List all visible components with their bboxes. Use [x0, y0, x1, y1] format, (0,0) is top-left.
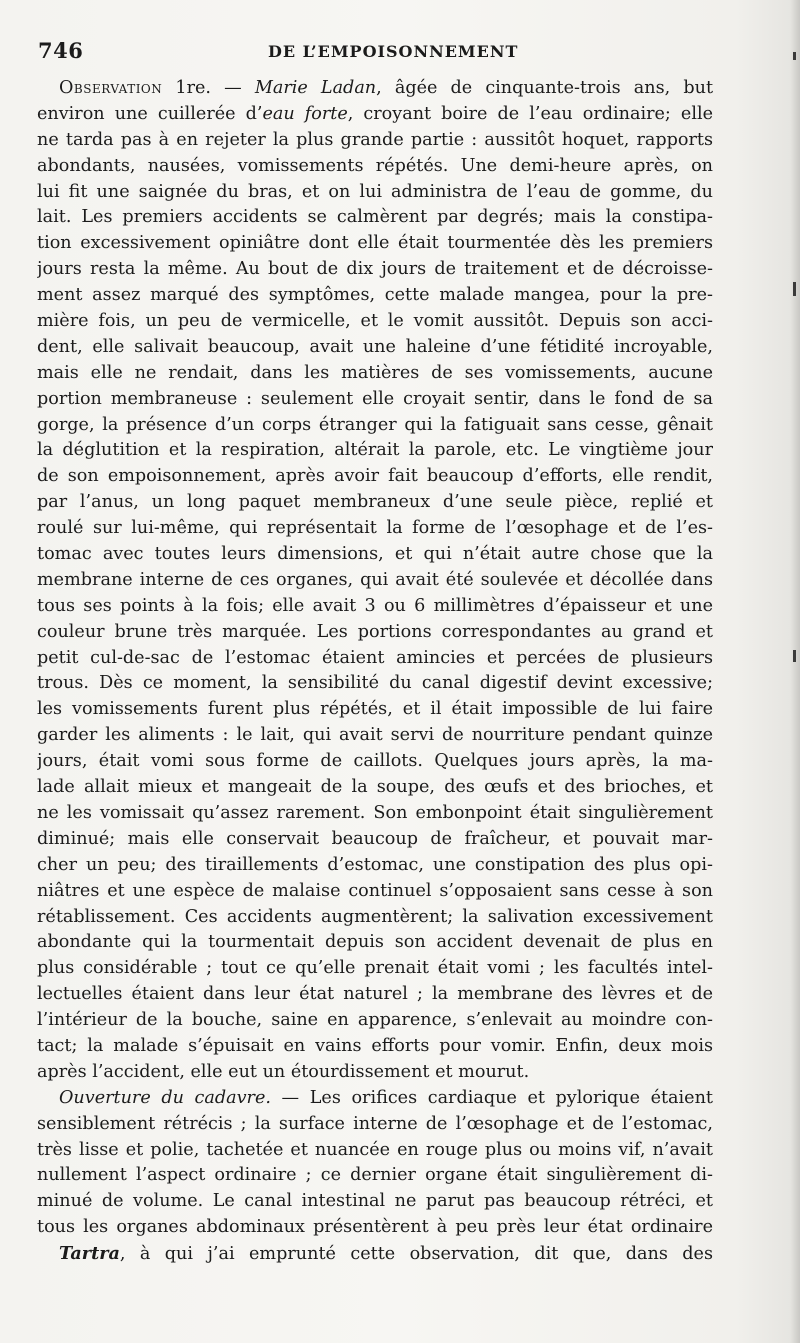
observation-line1-text: , âgée de cinquante-trois ans, but — [376, 78, 713, 98]
text-line: diminué; mais elle conservait beaucoup de fraîcheur, et pouvait mar- — [37, 828, 713, 849]
observation-subject: Marie Ladan — [254, 78, 377, 98]
text-line: couleur brune très marquée. Les portions correspondantes au grand et — [37, 621, 713, 642]
text-line: les vomissements furent plus répétés, et il était impossible de lui faire — [37, 699, 713, 720]
text-line: l’intérieur de la bouche, saine en apparence, s’enlevait au moindre con- — [37, 1010, 713, 1031]
closing-text: , à qui j’ai emprunté cette observation, dit que, dans des — [119, 1244, 713, 1265]
observation-number: 1re — [175, 78, 206, 98]
text-line: abondants, nausées, vomissements répétés. Une demi-heure après, on — [37, 155, 713, 176]
text-line: niâtres et une espèce de malaise continuel s’opposaient sans cesse à son — [37, 880, 713, 901]
autopsy-heading: Ouverture du cadavre. — [59, 1087, 271, 1108]
text-line: nullement l’aspect ordinaire ; ce dernier organe était singulièrement di- — [37, 1165, 713, 1186]
body-text — [37, 76, 713, 1267]
text-line: garder les aliments : le lait, qui avait servi de nourriture pendant quinze — [37, 725, 713, 746]
text-line: ne tarda pas à en rejeter la plus grande partie : aussitôt hoquet, rapports — [37, 129, 713, 150]
text-line: très lisse et polie, tachetée et nuancée en rouge plus ou moins vif, n’avait — [37, 1139, 713, 1160]
text-line: tous les organes abdominaux présentèrent à peu près leur état ordinaire — [37, 1217, 713, 1238]
closing-line — [37, 1241, 713, 1267]
author-name: Tartra — [59, 1243, 120, 1265]
edge-mark — [793, 650, 796, 662]
text-line: tous ses points à la fois; elle avait 3 ou 6 millimètres d’épaisseur et une — [37, 595, 713, 616]
text-line: roulé sur lui-même, qui représentait la forme de l’œsophage et de l’es- — [37, 518, 713, 539]
text-segment: , croyant boire de l’eau ordinaire; elle — [347, 103, 713, 124]
running-title: DE L’EMPOISONNEMENT — [268, 42, 519, 61]
text-line: ment assez marqué des symptômes, cette malade mangea, pour la pre- — [37, 285, 713, 306]
text-line: après l’accident, elle eut un étourdissement et mourut. — [37, 1061, 530, 1082]
text-line: lade allait mieux et mangeait de la soupe, des œufs et des brioches, et — [37, 777, 713, 798]
text-line: membrane interne de ces organes, qui avait été soulevée et décollée dans — [37, 569, 713, 590]
text-line: dent, elle salivait beaucoup, avait une haleine d’une fétidité incroyable, — [37, 336, 713, 357]
text-line: mière fois, un peu de vermicelle, et le vomit aussitôt. Depuis son acci- — [37, 311, 713, 332]
text-line: plus considérable ; tout ce qu’elle prenait était vomi ; les facultés intel- — [37, 958, 713, 979]
text-line: tomac avec toutes leurs dimensions, et qui n’était autre chose que la — [37, 544, 713, 565]
text-line: minué de volume. Le canal intestinal ne parut pas beaucoup rétréci, et — [37, 1191, 713, 1212]
text-line: cher un peu; des tiraillements d’estomac, une constipation des plus opi- — [37, 854, 713, 875]
page-number: 746 — [38, 38, 84, 63]
text-line: la déglutition et la respiration, altérait la parole, etc. Le vingtième jour — [37, 440, 713, 461]
text-line: lait. Les premiers accidents se calmèrent par degrés; mais la constipa- — [37, 207, 713, 228]
text-line: jours, était vomi sous forme de caillots. Quelques jours après, la ma- — [37, 751, 713, 772]
autopsy-line1-text: — Les orifices cardiaque et pylorique étaient — [270, 1087, 713, 1108]
text-line: gorge, la présence d’un corps étranger qui la fatiguait sans cesse, gênait — [37, 414, 713, 435]
text-line: sensiblement rétrécis ; la surface interne de l’œsophage et de l’estomac, — [37, 1113, 713, 1134]
text-line: de son empoisonnement, après avoir fait beaucoup d’efforts, elle rendit, — [37, 466, 713, 487]
autopsy-first-line — [37, 1086, 713, 1112]
edge-mark — [793, 52, 796, 60]
text-line: jours resta la même. Au bout de dix jours de traitement et de décroisse- — [37, 259, 713, 280]
text-line: rétablissement. Ces accidents augmentèrent; la salivation excessivement — [37, 906, 713, 927]
text-line: portion membraneuse : seulement elle croyait sentir, dans le fond de sa — [37, 388, 713, 409]
observation-label: Observation — [59, 78, 163, 98]
eau-forte: eau forte — [262, 103, 348, 124]
text-line: tion excessivement opiniâtre dont elle était tourmentée dès les premiers — [37, 233, 713, 254]
observation-first-line — [37, 76, 713, 102]
text-line: lui fit une saignée du bras, et on lui administra de l’eau de gomme, du — [37, 181, 713, 202]
page-header — [38, 38, 698, 68]
text-line: petit cul-de-sac de l’estomac étaient amincies et percées de plusieurs — [37, 647, 713, 668]
page-edge-shadow — [790, 0, 800, 1343]
text-line: tact; la malade s’épuisait en vains efforts pour vomir. Enfin, deux mois — [37, 1035, 713, 1056]
observation-separator: . — — [205, 78, 242, 98]
edge-mark — [793, 282, 796, 296]
text-line: mais elle ne rendait, dans les matières de ses vomissements, aucune — [37, 362, 713, 383]
text-line: trous. Dès ce moment, la sensibilité du canal digestif devint excessive; — [37, 673, 713, 694]
text-segment: environ une cuillerée d’ — [37, 103, 263, 124]
observation-second-line — [37, 102, 713, 128]
text-line: abondante qui la tourmentait depuis son accident devenait de plus en — [37, 932, 713, 953]
text-line: lectuelles étaient dans leur état naturel ; la membrane des lèvres et de — [37, 984, 713, 1005]
text-line: ne les vomissait qu’assez rarement. Son embonpoint était singulièrement — [37, 802, 713, 823]
text-line: par l’anus, un long paquet membraneux d’une seule pièce, replié et — [37, 492, 713, 513]
